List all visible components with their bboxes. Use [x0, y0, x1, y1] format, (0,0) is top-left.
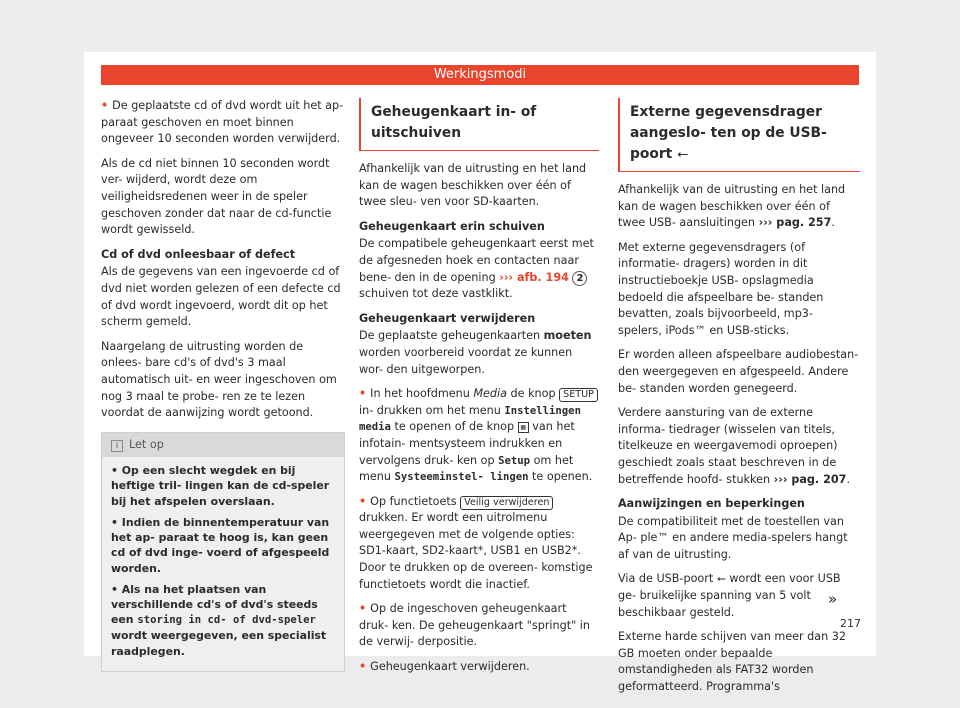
bullet-icon: • — [359, 387, 367, 401]
paragraph: Via de USB-poort ⭠ wordt een voor USB ge- bruikelijke spanning van 5 volt beschikbaar gesteld. — [618, 572, 841, 619]
paragraph: De compatibele geheugenkaart eerst met de afgesneden hoek en contacten naar bene- den in de opening ››› afb. 194 2 schuiven tot deze vastklikt. — [359, 237, 594, 301]
safe-remove-key: Veilig verwijderen — [460, 496, 553, 510]
list-item: • Geheugenkaart verwijderen. — [359, 660, 530, 674]
bullet-icon: • — [359, 660, 367, 674]
paragraph: Verdere aansturing van de externe informa- tiedrager (wisselen van titels, titelkeuze en weergavemodi oproepen) geschiedt zoals staat beschreven in de betreffende hoofd- stukken ››› pag. 207. — [618, 406, 850, 486]
column-1 — [101, 98, 345, 672]
list-item: • Op functietoets Veilig verwijderen drukken. Er wordt een uitrolmenu weergegeven met de volgende opties: SD1-kaart, SD2-kaart*, USB1 en USB2*. Door te drukken op de overeen- komstige functietoets wordt die inactief. — [359, 494, 593, 591]
setup-key: SETUP — [559, 388, 598, 402]
paragraph: Externe harde schijven van meer dan 32 GB moeten onder bepaalde omstandigheden als FAT32 worden geformatteerd. Programma's — [618, 630, 846, 694]
bullet-icon: • — [359, 494, 367, 508]
note-item: • Op een slecht wegdek en bij heftige tril- lingen kan de cd-speler bij het afspelen overslaan. — [111, 464, 330, 508]
note-box — [101, 432, 345, 672]
continue-marker: » — [828, 590, 838, 608]
info-icon: i — [111, 440, 123, 452]
subheading: Cd of dvd onleesbaar of defect — [101, 247, 296, 261]
paragraph: Als de gegevens van een ingevoerde cd of dvd niet worden gelezen of een defecte cd of dvd wordt ingevoerd, wordt dit op het scherm gemeld. — [101, 265, 341, 329]
page-number: 217 — [840, 617, 861, 630]
paragraph: Naargelang de uitrusting worden de onlees- bare cd's of dvd's 3 maal automatisch uit- en weer ingeschoven om nog 3 maal te probe- ren ze te lezen voordat de aanwijzing wordt getoond. — [101, 339, 337, 420]
paragraph: Er worden alleen afspeelbare audiobestan- den weergegeven en afgespeeld. Andere be- standen worden genegeerd. — [618, 348, 859, 395]
list-item: • Op de ingeschoven geheugenkaart druk- ken. De geheugenkaart "springt" in de verwij- derpositie. — [359, 602, 591, 649]
list-item: • In het hoofdmenu Media de knop SETUP in- drukken om het menu Instellingen media te openen of de knop ▦ van het infotain- mentsysteem indrukken en vervolgens druk- ken op Setup om het menu Systeeminstel- lingen te openen. — [359, 386, 599, 486]
note-header: i Let op — [102, 433, 344, 458]
paragraph: Afhankelijk van de uitrusting en het land kan de wagen beschikken over één of twee sleu- ven voor SD-kaarten. — [359, 162, 587, 209]
usb-icon: ⭠ — [677, 146, 689, 162]
note-item: • Als na het plaatsen van verschillende cd's of dvd's steeds een storing in cd- of dvd-speler wordt weergegeven, een specialist raadplegen. — [111, 582, 327, 658]
page-link[interactable]: ››› pag. 257 — [758, 216, 832, 230]
callout-number: 2 — [572, 271, 587, 286]
bullet-icon: • — [101, 99, 109, 112]
usb-icon: ⭠ — [716, 572, 726, 586]
paragraph: Met externe gegevensdragers (of informatie- dragers) worden in dit instructieboekje USB- opslagmedia bedoeld die afspeelbare be- standen bevatten, zoals bijvoorbeeld, mp3- spelers, iPods™ en USB-sticks. — [618, 240, 824, 337]
section-title: Externe gegevensdrager aangeslo- ten op de USB-poort ⭠ — [618, 98, 860, 172]
figure-link[interactable]: ››› afb. 194 — [499, 270, 569, 284]
paragraph: • De geplaatste cd of dvd wordt uit het ap- paraat geschoven en moet binnen ongeveer 10 seconden worden verwijderd. — [101, 99, 344, 146]
paragraph: Als de cd niet binnen 10 seconden wordt ver- wijderd, wordt deze om veiligheidsredenen weer in de speler geschoven zonder dat naar de cd-functie wordt gewisseld. — [101, 156, 332, 237]
section-header: Werkingsmodi — [101, 65, 859, 85]
page-link[interactable]: ››› pag. 207 — [773, 472, 847, 486]
subheading: Aanwijzingen en beperkingen — [618, 497, 805, 511]
section-title: Geheugenkaart in- of uitschuiven — [359, 98, 599, 151]
column-2 — [359, 98, 599, 684]
paragraph: Afhankelijk van de uitrusting en het land kan de wagen beschikken over één of twee USB- aansluitingen ››› pag. 257. — [618, 183, 846, 230]
paragraph: De geplaatste geheugenkaarten moeten worden voorbereid voordat ze kunnen wor- den uitgeworpen. — [359, 329, 592, 376]
column-3 — [618, 98, 860, 704]
note-body — [102, 457, 344, 670]
note-item: • Indien de binnentemperatuur van het ap- paraat te hoog is, kan geen cd of dvd inge- voerd of afgespeeld worden. — [111, 515, 330, 575]
subheading: Geheugenkaart erin schuiven — [359, 219, 545, 233]
subheading: Geheugenkaart verwijderen — [359, 311, 536, 325]
paragraph: De compatibiliteit met de toestellen van Ap- ple™ en andere media-spelers hangt af van de uitrusting. — [618, 514, 848, 561]
menu-grid-icon: ▦ — [518, 422, 529, 433]
bullet-icon: • — [359, 602, 367, 616]
